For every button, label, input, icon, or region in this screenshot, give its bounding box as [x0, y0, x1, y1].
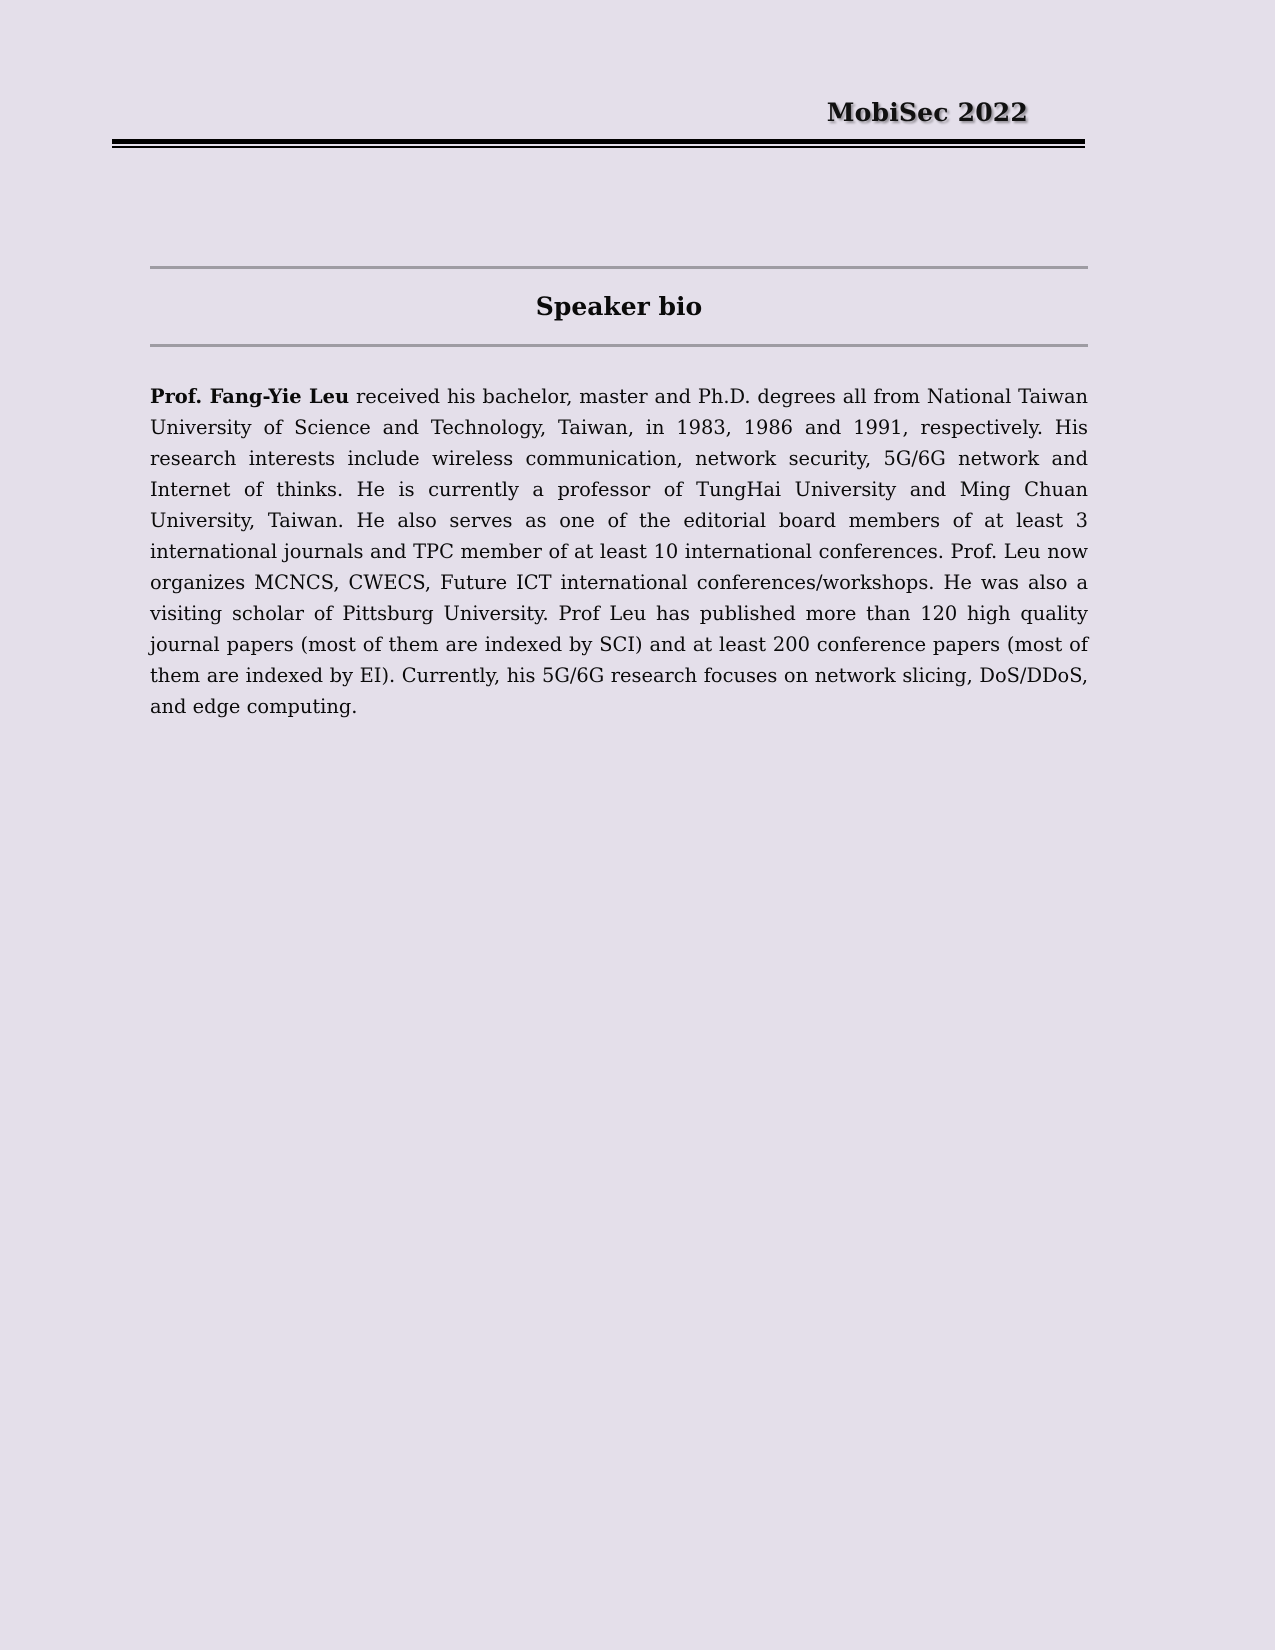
speaker-name: Prof. Fang-Yie Leu: [150, 385, 350, 408]
section-rule-top: [150, 266, 1088, 269]
header-rule-thick: [112, 139, 1085, 144]
header-title: MobiSec 2022: [826, 98, 1028, 127]
speaker-bio-paragraph: [150, 381, 1088, 722]
section-rule-bottom: [150, 344, 1088, 347]
speaker-bio-text: received his bachelor, master and Ph.D. degrees all from National Taiwan University of Science and Technology, Taiwan, in 1983, 1986 and 1991, respectively. His research interests include wireless communication, network security, 5G/6G network and Internet of thinks. He is currently a professor of TungHai University and Ming Chuan University, Taiwan. He also serves as one of the editorial board members of at least 3 international journals and TPC member of at least 10 international conferences. Prof. Leu now organizes MCNCS, CWECS, Future ICT international conferences/workshops. He was also a visiting scholar of Pittsburg University. Prof Leu has published more than 120 high quality journal papers (most of them are indexed by SCI) and at least 200 conference papers (most of them are indexed by EI). Currently, his 5G/6G research focuses on network slicing, DoS/DDoS, and edge computing.: [150, 385, 1089, 718]
section-heading: Speaker bio: [535, 292, 703, 321]
header-rule-thin: [112, 146, 1085, 148]
